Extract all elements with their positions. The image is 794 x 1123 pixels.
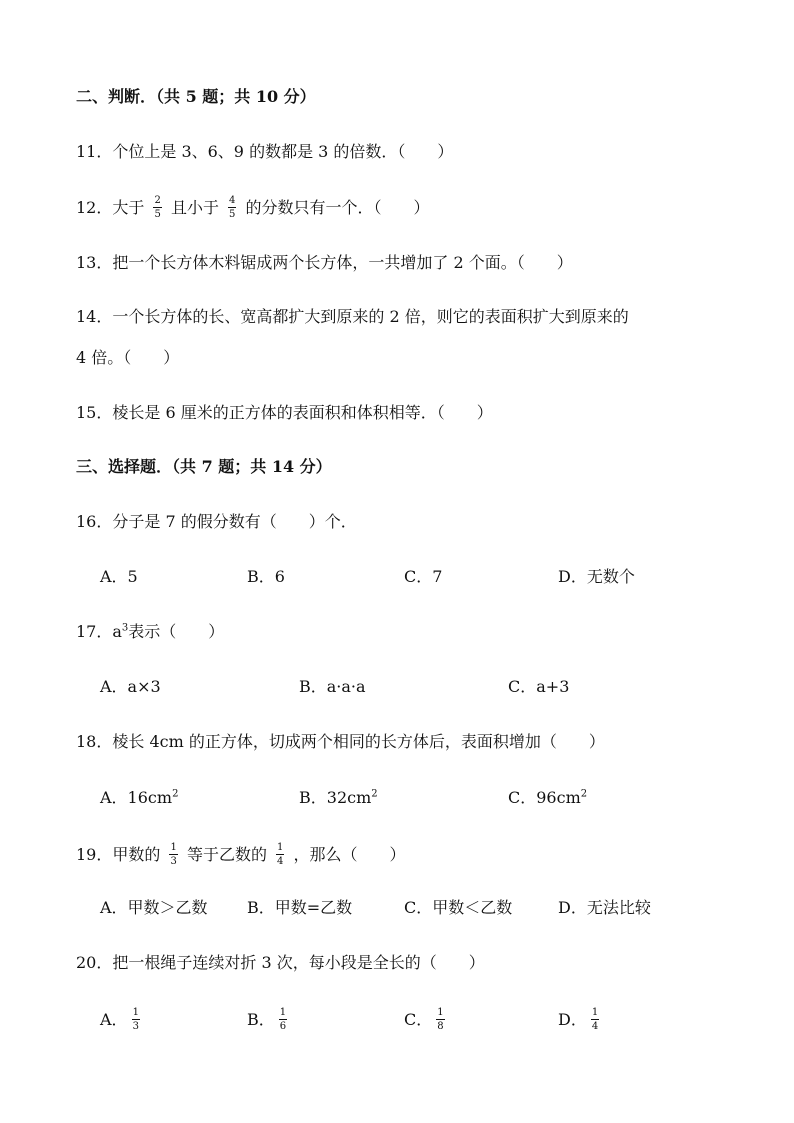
fraction-denominator: 3 <box>170 856 177 867</box>
question-19-prefix: 19．甲数的 <box>76 845 161 864</box>
question-19-suffix: ，那么（ ） <box>293 845 406 864</box>
fraction <box>169 842 177 867</box>
fraction-denominator: 5 <box>154 209 161 220</box>
exponent: 3 <box>121 622 129 634</box>
fraction <box>591 1007 599 1032</box>
section-3-heading: 三、选择题．（共 7 题；共 14 分） <box>76 457 332 476</box>
fraction-denominator: 4 <box>277 856 284 867</box>
question-18-option-a <box>100 788 178 808</box>
question-20-option-c <box>404 1008 449 1033</box>
question-17-option-c: C．a+3 <box>508 677 570 696</box>
question-17 <box>76 622 224 642</box>
question-17-option-a: A．a×3 <box>100 677 161 696</box>
question-12-suffix: 的分数只有一个．（ ） <box>245 198 430 217</box>
section-2-heading: 二、判断．（共 5 题；共 10 分） <box>76 87 316 106</box>
question-14-line-2: 4 倍。（ ） <box>76 348 180 367</box>
question-20-option-d <box>558 1008 603 1033</box>
option-label: D． <box>558 1010 587 1029</box>
fraction-numerator: 4 <box>229 195 236 206</box>
question-11: 11．个位上是 3、6、9 的数都是 3 的倍数．（ ） <box>76 142 454 161</box>
question-13: 13．把一个长方体木料锯成两个长方体，一共增加了 2 个面。（ ） <box>76 253 573 272</box>
fraction-numerator: 1 <box>132 1007 139 1018</box>
question-16-option-c: C．7 <box>404 567 443 586</box>
fraction <box>228 195 236 220</box>
question-18-option-c <box>508 788 587 808</box>
question-15: 15．棱长是 6 厘米的正方体的表面积和体积相等．（ ） <box>76 403 493 422</box>
fraction <box>153 195 161 220</box>
option-label: B．32cm <box>299 788 372 807</box>
question-20: 20．把一根绳子连续对折 3 次，每小段是全长的（ ） <box>76 953 485 972</box>
question-16-option-d: D．无数个 <box>558 567 635 586</box>
question-16: 16．分子是 7 的假分数有（ ）个． <box>76 512 357 531</box>
option-label: B． <box>247 1010 275 1029</box>
fraction-numerator: 1 <box>437 1007 444 1018</box>
fraction-numerator: 1 <box>277 842 284 853</box>
question-12 <box>76 196 430 221</box>
fraction-numerator: 1 <box>279 1007 287 1018</box>
fraction-denominator: 5 <box>229 209 236 220</box>
question-17-option-b: B．a·a·a <box>299 677 366 696</box>
fraction-denominator: 8 <box>437 1021 444 1032</box>
question-14-line-1: 14．一个长方体的长、宽高都扩大到原来的 2 倍，则它的表面积扩大到原来的 <box>76 307 629 326</box>
question-17-suffix: 表示（ ） <box>128 622 225 641</box>
option-label: A．16cm <box>100 788 173 807</box>
question-19-option-b: B．甲数=乙数 <box>247 898 353 917</box>
question-18: 18．棱长 4cm 的正方体，切成两个相同的长方体后，表面积增加（ ） <box>76 732 605 751</box>
question-19-option-c: C．甲数＜乙数 <box>404 898 513 917</box>
fraction-denominator: 4 <box>591 1021 599 1032</box>
question-12-prefix: 12．大于 <box>76 198 145 217</box>
fraction <box>279 1007 287 1032</box>
exponent: 2 <box>371 788 378 800</box>
option-label: A． <box>100 1010 128 1029</box>
fraction-denominator: 6 <box>279 1021 287 1032</box>
fraction <box>132 1007 140 1032</box>
question-16-option-a: A．5 <box>100 567 138 586</box>
fraction <box>436 1007 444 1032</box>
fraction-numerator: 1 <box>170 842 177 853</box>
option-label: C．96cm <box>508 788 581 807</box>
fraction-denominator: 3 <box>132 1021 139 1032</box>
fraction-numerator: 2 <box>154 195 161 206</box>
question-16-option-b: B．6 <box>247 567 285 586</box>
question-19-option-d: D．无法比较 <box>558 898 651 917</box>
question-20-option-a <box>100 1008 144 1033</box>
fraction <box>276 842 284 867</box>
option-label: C． <box>404 1010 433 1029</box>
question-12-middle: 且小于 <box>170 198 219 217</box>
question-20-option-b <box>247 1008 291 1033</box>
exponent: 2 <box>580 788 588 800</box>
question-19-option-a: A．甲数＞乙数 <box>100 898 208 917</box>
question-19-middle: 等于乙数的 <box>186 845 267 864</box>
fraction-numerator: 1 <box>591 1007 599 1018</box>
question-18-option-b <box>299 788 378 808</box>
question-17-prefix: 17．a <box>76 622 122 641</box>
exponent: 2 <box>172 788 179 800</box>
question-19 <box>76 843 406 868</box>
